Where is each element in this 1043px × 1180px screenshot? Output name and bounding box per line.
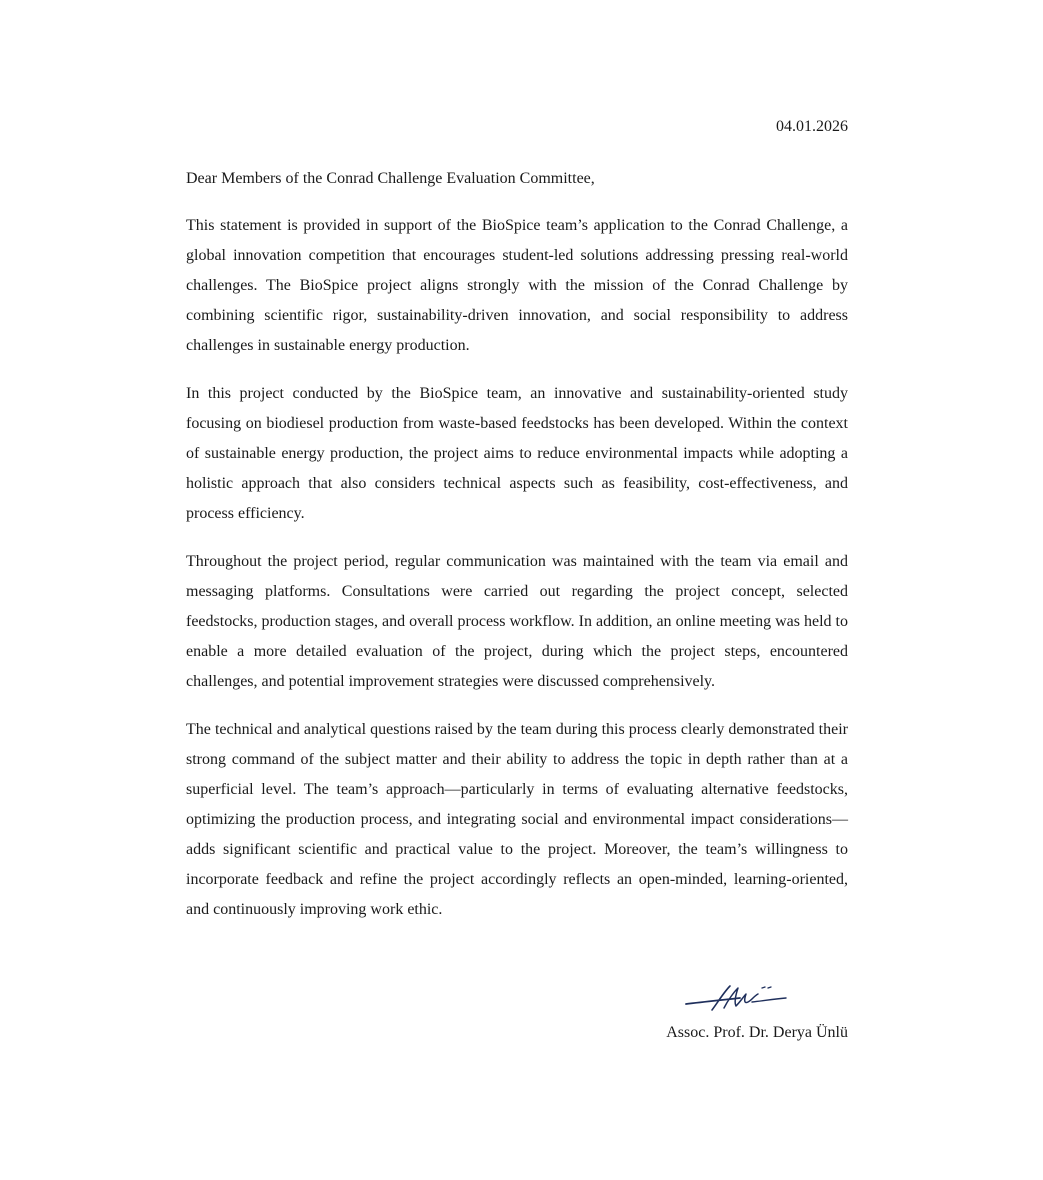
letter-body	[186, 164, 848, 943]
salutation: Dear Members of the Conrad Challenge Evaluation Committee,	[186, 170, 595, 187]
paragraph-project-description: In this project conducted by the BioSpice team, an innovative and sustainability-oriented study focusing on biodiesel production from waste-based feedstocks has been developed. Within the context of sustainable energy production, the project aims to reduce environmental impacts while adopting a holistic approach that also considers technical aspects such as feasibility, cost-effectiveness, and process efficiency.	[186, 385, 848, 522]
paragraph-support-statement: This statement is provided in support of the BioSpice team’s application to the Conrad Challenge, a global innovation competition that encourages student-led solutions addressing pressing real-world challenges. The BioSpice project aligns strongly with the mission of the Conrad Challenge by combining scientific rigor, sustainability-driven innovation, and social responsibility to address challenges in sustainable energy production.	[186, 217, 848, 354]
signatory-name: Assoc. Prof. Dr. Derya Ünlü	[666, 1024, 848, 1041]
letter-date: 04.01.2026	[776, 118, 848, 135]
handwritten-signature	[682, 980, 792, 1018]
paragraph-communication: Throughout the project period, regular communication was maintained with the team via email and messaging platforms. Consultations were carried out regarding the project concept, selected feedstocks, production stages, and overall process workflow. In addition, an online meeting was held to enable a more detailed evaluation of the project, during which the project steps, encountered challenges, and potential improvement strategies were discussed comprehensively.	[186, 553, 848, 690]
paragraph-evaluation: The technical and analytical questions raised by the team during this process clearly demonstrated their strong command of the subject matter and their ability to address the topic in depth rather than at a superficial level. The team’s approach—particularly in terms of evaluating alternative feedstocks, optimizing the production process, and integrating social and environmental impact considerations—adds significant scientific and practical value to the project. Moreover, the team’s willingness to incorporate feedback and refine the project accordingly reflects an open-minded, learning-oriented, and continuously improving work ethic.	[186, 721, 848, 918]
signature-block	[588, 980, 848, 1044]
